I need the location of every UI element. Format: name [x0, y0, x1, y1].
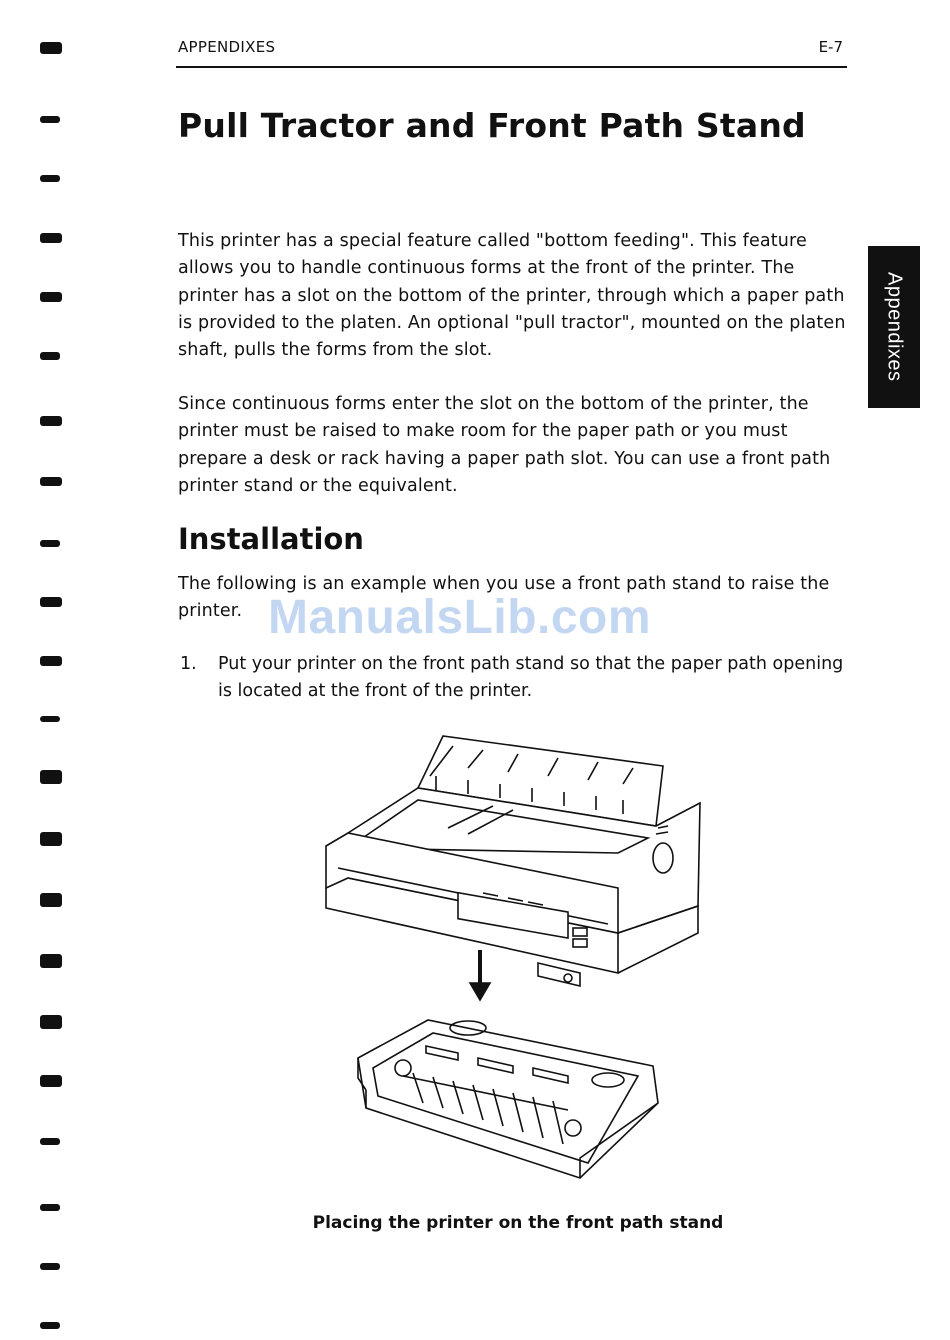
header-divider	[176, 66, 847, 68]
installation-intro: The following is an example when you use a front path stand to raise the printer.	[178, 574, 830, 622]
down-arrow-icon	[470, 950, 490, 1000]
binding-mark	[40, 42, 62, 54]
section-thumb-tab	[868, 246, 920, 408]
binding-mark	[40, 597, 62, 607]
page-title: Pull Tractor and Front Path Stand	[178, 106, 806, 145]
binding-mark	[40, 1263, 60, 1270]
binding-marks	[40, 0, 70, 1340]
section-heading: Installation	[178, 522, 364, 556]
running-header-section: APPENDIXES	[178, 38, 276, 56]
intro-paragraph: This printer has a special feature called "bottom feeding". This feature allows you to handle continuous forms at the front of the printer. The printer has a slot on the bottom of the printer, through which a paper path is provided to the platen. An optional "pull tractor", mounted on the platen shaft, pulls the forms from the slot.	[178, 231, 846, 361]
binding-mark	[40, 1322, 60, 1329]
binding-mark	[40, 770, 62, 784]
binding-mark	[40, 175, 60, 182]
step-text: Put your printer on the front path stand so that the paper path opening is located at the front of the printer.	[218, 654, 844, 702]
page-number: E-7	[818, 38, 843, 56]
binding-mark	[40, 1075, 62, 1087]
binding-mark	[40, 954, 62, 968]
body-paragraph: Since continuous forms enter the slot on the bottom of the printer, the printer must be raised to make room for the paper path or you must prepare a desk or rack having a paper path slot. You can use a front path printer stand or the equivalent.	[178, 394, 831, 496]
binding-mark	[40, 893, 62, 907]
section-thumb-tab-label: Appendixes	[883, 272, 906, 382]
figure-caption: Placing the printer on the front path stand	[312, 1213, 724, 1233]
binding-mark	[40, 1204, 60, 1211]
binding-mark	[40, 477, 62, 486]
binding-mark	[40, 540, 60, 547]
step-number: 1.	[180, 654, 197, 674]
binding-mark	[40, 716, 60, 722]
binding-mark	[40, 832, 62, 846]
front-path-stand-illustration	[358, 1020, 658, 1178]
binding-mark	[40, 656, 62, 666]
binding-mark	[40, 233, 62, 243]
binding-mark	[40, 352, 60, 360]
binding-mark	[40, 1015, 62, 1029]
binding-mark	[40, 116, 60, 123]
binding-mark	[40, 292, 62, 302]
binding-mark	[40, 416, 62, 426]
binding-mark	[40, 1138, 60, 1145]
printer-and-stand-illustration	[318, 728, 708, 1183]
printer-illustration	[326, 736, 700, 986]
watermark: ManualsLib.com	[268, 591, 652, 644]
